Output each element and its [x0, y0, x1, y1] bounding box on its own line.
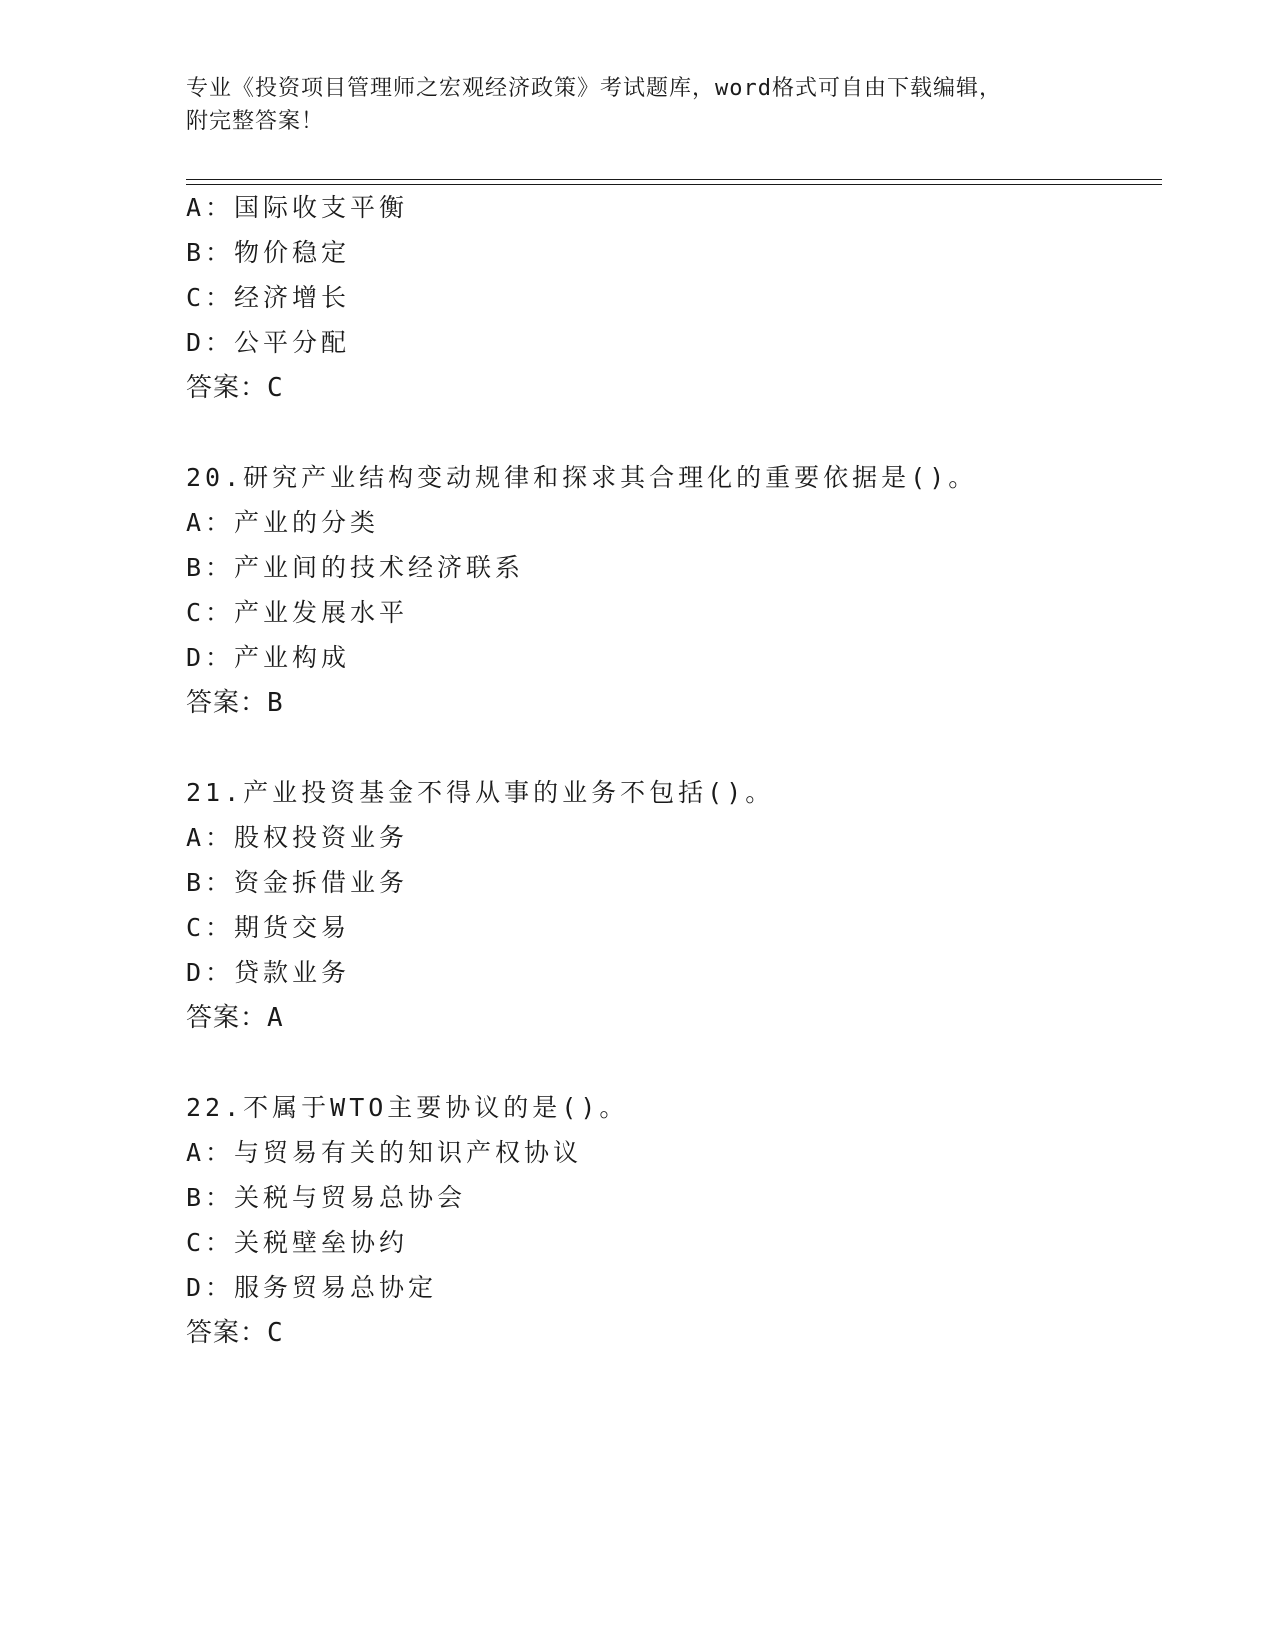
answer-label: 答案： — [186, 1318, 268, 1348]
answer-label: 答案： — [186, 688, 268, 718]
q19-option-a: A：国际收支平衡 — [186, 193, 409, 222]
q20-option-b: B：产业间的技术经济联系 — [186, 553, 525, 582]
q20-stem: 20.研究产业结构变动规律和探求其合理化的重要依据是()。 — [186, 463, 978, 492]
q21-stem: 21.产业投资基金不得从事的业务不包括()。 — [186, 778, 775, 807]
answer-label: 答案： — [186, 373, 268, 403]
header-line-2: 附完整答案！ — [186, 109, 325, 134]
answer-label: 答案： — [186, 1003, 268, 1033]
q22-option-c: C：关税壁垒协约 — [186, 1228, 409, 1257]
q21-option-a: A：股权投资业务 — [186, 823, 409, 852]
q20-option-d: D：产业构成 — [186, 643, 351, 672]
header-line-1: 专业《投资项目管理师之宏观经济政策》考试题库，word格式可自由下载编辑， — [186, 76, 1002, 101]
q22-option-a: A：与贸易有关的知识产权协议 — [186, 1138, 583, 1167]
q22-option-d: D：服务贸易总协定 — [186, 1273, 438, 1302]
q21-option-b: B：资金拆借业务 — [186, 868, 409, 897]
q22-stem: 22.不属于WTO主要协议的是()。 — [186, 1093, 629, 1122]
document-header — [186, 72, 1086, 138]
answer-value: C — [267, 373, 283, 403]
q20-answer — [186, 687, 283, 719]
q21-option-c: C：期货交易 — [186, 913, 351, 942]
q22-option-b: B：关税与贸易总协会 — [186, 1183, 467, 1212]
q19-option-d: D：公平分配 — [186, 328, 351, 357]
q20-option-a: A：产业的分类 — [186, 508, 380, 537]
q19-option-c: C：经济增长 — [186, 283, 351, 312]
q19-option-b: B：物价稳定 — [186, 238, 351, 267]
answer-value: C — [267, 1318, 283, 1348]
header-divider-top — [186, 179, 1162, 180]
answer-value: B — [267, 688, 283, 718]
answer-value: A — [267, 1003, 283, 1033]
q19-answer — [186, 372, 283, 404]
q22-answer — [186, 1317, 283, 1349]
q21-answer — [186, 1002, 283, 1034]
q20-option-c: C：产业发展水平 — [186, 598, 409, 627]
header-divider-bottom — [186, 184, 1162, 185]
q21-option-d: D：贷款业务 — [186, 958, 351, 987]
